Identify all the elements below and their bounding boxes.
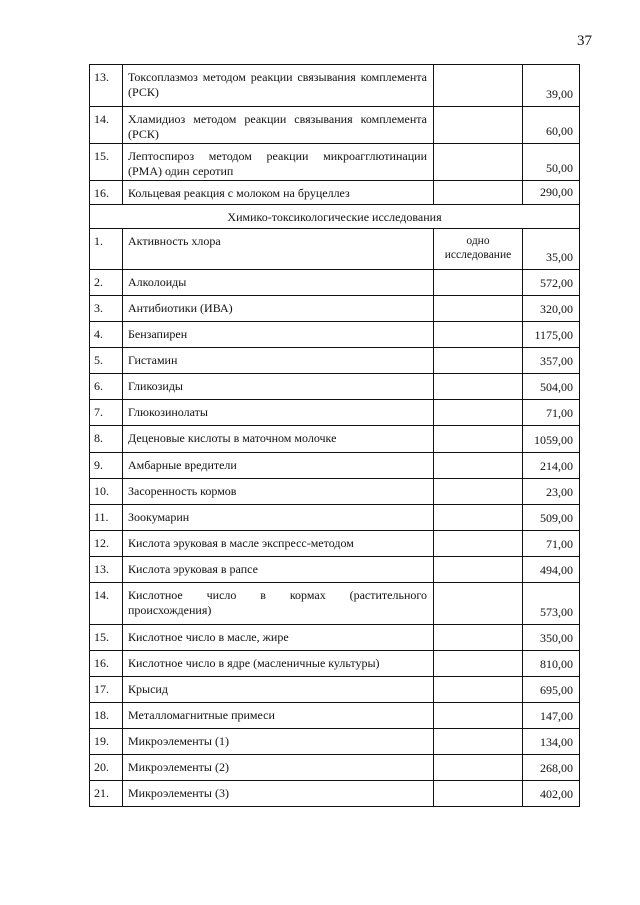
unit-cell (434, 651, 523, 677)
table-row (90, 703, 580, 729)
unit-cell (434, 144, 523, 181)
table-body-top (90, 65, 580, 205)
table-row (90, 557, 580, 583)
row-number: 3. (90, 296, 123, 322)
price-table (89, 64, 580, 807)
table-row (90, 677, 580, 703)
service-name: Антибиотики (ИВА) (123, 296, 434, 322)
service-name: Микроэлементы (3) (123, 781, 434, 807)
price-cell: 23,00 (523, 479, 580, 505)
service-name: Хламидиоз методом реакции связывания комплемента (РСК) (123, 107, 434, 144)
service-name: Металломагнитные примеси (123, 703, 434, 729)
service-name: Кислота эруковая в рапсе (123, 557, 434, 583)
price-cell: 350,00 (523, 625, 580, 651)
row-number: 16. (90, 181, 123, 205)
service-name: Зоокумарин (123, 505, 434, 531)
service-name: Кислота эруковая в масле экспресс-методом (123, 531, 434, 557)
table-body-bottom (90, 229, 580, 807)
section-header-row (90, 205, 580, 229)
row-number: 4. (90, 322, 123, 348)
unit-cell (434, 270, 523, 296)
price-cell: 810,00 (523, 651, 580, 677)
unit-cell (434, 348, 523, 374)
row-number: 6. (90, 374, 123, 400)
table-row (90, 781, 580, 807)
table-row (90, 348, 580, 374)
service-name: Токсоплазмоз методом реакции связывания комплемента (РСК) (123, 65, 434, 107)
row-number: 19. (90, 729, 123, 755)
row-number: 12. (90, 531, 123, 557)
price-cell: 572,00 (523, 270, 580, 296)
price-cell: 509,00 (523, 505, 580, 531)
unit-cell (434, 729, 523, 755)
table-row (90, 453, 580, 479)
row-number: 18. (90, 703, 123, 729)
row-number: 15. (90, 144, 123, 181)
unit-cell (434, 677, 523, 703)
price-cell: 1059,00 (523, 426, 580, 453)
service-name: Бензапирен (123, 322, 434, 348)
price-cell: 35,00 (523, 229, 580, 270)
row-number: 17. (90, 677, 123, 703)
unit-cell (434, 65, 523, 107)
price-cell: 695,00 (523, 677, 580, 703)
unit-cell (434, 755, 523, 781)
service-name: Микроэлементы (1) (123, 729, 434, 755)
row-number: 20. (90, 755, 123, 781)
row-number: 13. (90, 65, 123, 107)
section-title: Химико-токсикологические исследования (90, 205, 580, 229)
unit-cell (434, 181, 523, 205)
unit-cell (434, 531, 523, 557)
service-name: Кольцевая реакция с молоком на бруцеллез (123, 181, 434, 205)
unit-cell (434, 453, 523, 479)
unit-cell (434, 374, 523, 400)
table-row (90, 400, 580, 426)
service-name: Засоренность кормов (123, 479, 434, 505)
service-name: Алколоиды (123, 270, 434, 296)
price-cell: 147,00 (523, 703, 580, 729)
unit-cell (434, 107, 523, 144)
price-cell: 71,00 (523, 400, 580, 426)
page-number: 37 (577, 33, 592, 49)
price-cell: 134,00 (523, 729, 580, 755)
unit-cell (434, 583, 523, 625)
table-row (90, 531, 580, 557)
unit-cell (434, 781, 523, 807)
table-row (90, 583, 580, 625)
row-number: 10. (90, 479, 123, 505)
table-row (90, 107, 580, 144)
table-row (90, 426, 580, 453)
row-number: 14. (90, 107, 123, 144)
row-number: 11. (90, 505, 123, 531)
price-cell: 50,00 (523, 144, 580, 181)
table-row (90, 181, 580, 205)
row-number: 15. (90, 625, 123, 651)
row-number: 16. (90, 651, 123, 677)
unit-cell (434, 557, 523, 583)
unit-cell (434, 703, 523, 729)
price-cell: 357,00 (523, 348, 580, 374)
table-row (90, 505, 580, 531)
price-cell: 402,00 (523, 781, 580, 807)
row-number: 13. (90, 557, 123, 583)
table-row (90, 65, 580, 107)
unit-cell (434, 625, 523, 651)
table-row (90, 322, 580, 348)
unit-cell (434, 505, 523, 531)
service-name: Кислотное число в кормах (растительного происхождения) (123, 583, 434, 625)
service-name: Глюкозинолаты (123, 400, 434, 426)
service-name: Активность хлора (123, 229, 434, 270)
unit-cell: одно исследование (434, 229, 523, 270)
table-row (90, 651, 580, 677)
table-row (90, 755, 580, 781)
table-row (90, 374, 580, 400)
unit-cell (434, 426, 523, 453)
row-number: 14. (90, 583, 123, 625)
service-name: Деценовые кислоты в маточном молочке (123, 426, 434, 453)
table-row (90, 479, 580, 505)
unit-cell (434, 296, 523, 322)
row-number: 1. (90, 229, 123, 270)
row-number: 21. (90, 781, 123, 807)
unit-cell (434, 400, 523, 426)
price-cell: 1175,00 (523, 322, 580, 348)
table-row (90, 144, 580, 181)
price-cell: 494,00 (523, 557, 580, 583)
price-cell: 268,00 (523, 755, 580, 781)
service-name: Гистамин (123, 348, 434, 374)
price-cell: 71,00 (523, 531, 580, 557)
row-number: 7. (90, 400, 123, 426)
row-number: 8. (90, 426, 123, 453)
table-row (90, 625, 580, 651)
price-cell: 60,00 (523, 107, 580, 144)
row-number: 5. (90, 348, 123, 374)
price-cell: 320,00 (523, 296, 580, 322)
service-name: Лептоспироз методом реакции микроагглютинации (РМА) один серотип (123, 144, 434, 181)
price-cell: 504,00 (523, 374, 580, 400)
price-cell: 214,00 (523, 453, 580, 479)
price-cell: 290,00 (523, 181, 580, 205)
service-name: Кислотное число в масле, жире (123, 625, 434, 651)
service-name: Гликозиды (123, 374, 434, 400)
unit-cell (434, 322, 523, 348)
table-row (90, 270, 580, 296)
service-name: Кислотное число в ядре (масленичные культуры) (123, 651, 434, 677)
row-number: 2. (90, 270, 123, 296)
service-name: Крысид (123, 677, 434, 703)
row-number: 9. (90, 453, 123, 479)
price-cell: 39,00 (523, 65, 580, 107)
table-row (90, 729, 580, 755)
service-name: Микроэлементы (2) (123, 755, 434, 781)
table-row (90, 229, 580, 270)
section-header (90, 205, 580, 229)
service-name: Амбарные вредители (123, 453, 434, 479)
unit-cell (434, 479, 523, 505)
table-row (90, 296, 580, 322)
price-cell: 573,00 (523, 583, 580, 625)
